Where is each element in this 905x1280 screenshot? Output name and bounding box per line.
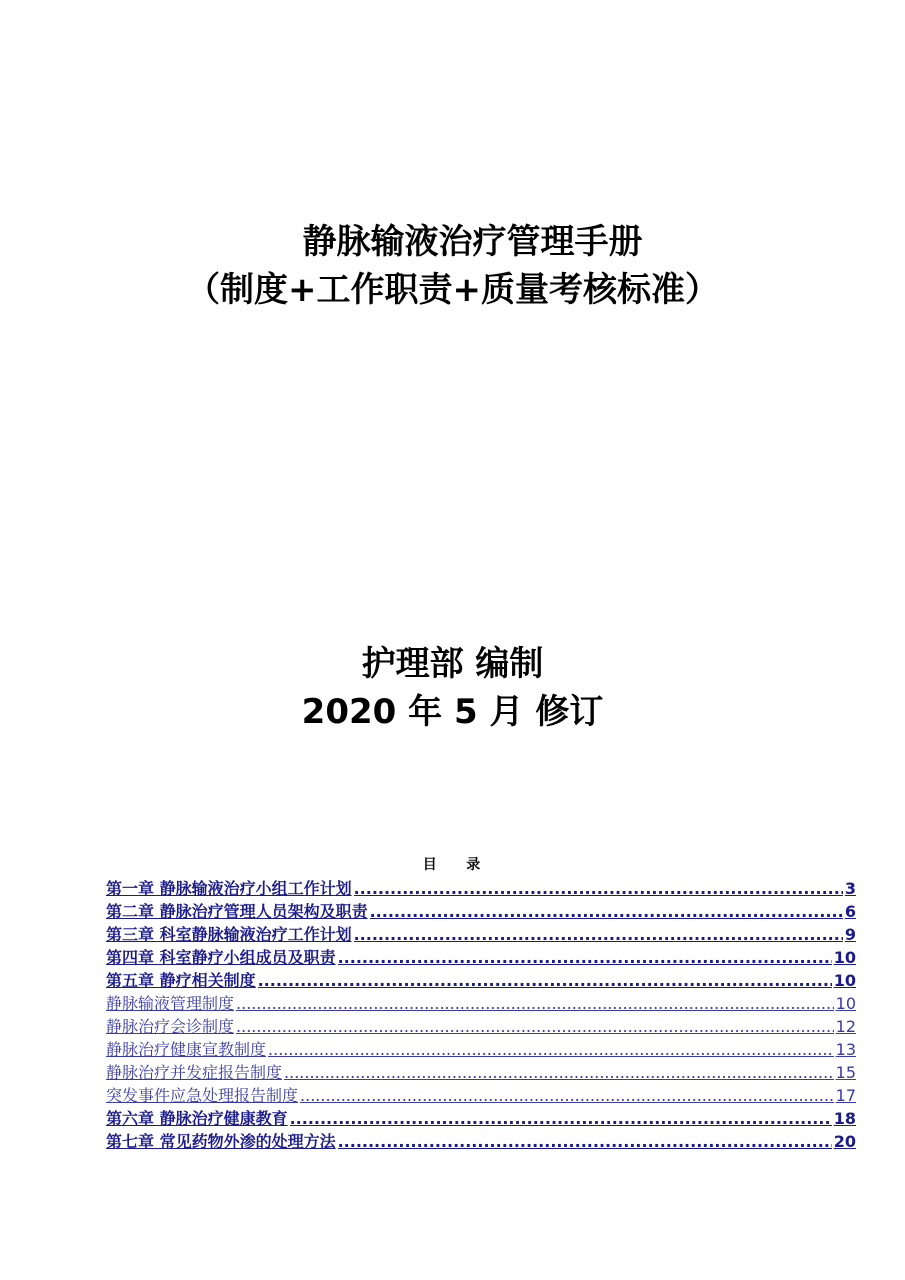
toc-entry-page: 10: [833, 948, 856, 967]
document-title: 静脉输液治疗管理手册: [302, 222, 643, 262]
toc-entry-page: 10: [833, 971, 856, 990]
toc-entry-label: 静脉治疗会诊制度: [106, 1017, 235, 1036]
toc-entry-label: 第六章 静脉治疗健康教育: [106, 1109, 288, 1128]
revision-date: 2020 年 5 月 修订: [301, 692, 604, 732]
toc-dot-leader: [236, 1015, 834, 1038]
toc-entry-page: 13: [835, 1040, 856, 1059]
toc-dot-leader: [236, 992, 834, 1015]
toc-entry-page: 15: [835, 1063, 856, 1082]
title-block: [0, 218, 905, 314]
toc-entry-label: 静脉治疗健康宣教制度: [106, 1040, 267, 1059]
author-line: 护理部 编制: [361, 644, 544, 684]
toc-dot-leader: [300, 1084, 834, 1107]
toc-entry[interactable]: [106, 946, 856, 969]
toc-dot-leader: [268, 1038, 834, 1061]
toc-entry[interactable]: [106, 1015, 856, 1038]
author-block: [0, 640, 905, 736]
toc-entry-page: 12: [835, 1017, 856, 1036]
toc-entry-page: 10: [835, 994, 856, 1013]
toc-dot-leader: [284, 1061, 834, 1084]
toc-entry-label: 第一章 静脉输液治疗小组工作计划: [106, 879, 352, 898]
toc-entry[interactable]: [106, 877, 856, 900]
toc-entry-page: 3: [844, 879, 856, 898]
toc-entry-page: 6: [844, 902, 856, 921]
toc-entry[interactable]: [106, 992, 856, 1015]
toc-dot-leader: [354, 923, 843, 946]
toc-entry[interactable]: [106, 900, 856, 923]
toc-entry-label: 第五章 静疗相关制度: [106, 971, 256, 990]
toc-dot-leader: [354, 877, 843, 900]
toc-heading: 目 录: [422, 857, 483, 873]
toc-entry[interactable]: [106, 1084, 856, 1107]
toc-dot-leader: [338, 1130, 832, 1153]
toc-entry-label: 第三章 科室静脉输液治疗工作计划: [106, 925, 352, 944]
toc-entry[interactable]: [106, 1061, 856, 1084]
document-subtitle: （制度+工作职责+质量考核标准）: [186, 270, 719, 310]
toc-entry[interactable]: [106, 1038, 856, 1061]
toc-entry-label: 第二章 静脉治疗管理人员架构及职责: [106, 902, 368, 921]
toc-entry-label: 突发事件应急处理报告制度: [106, 1086, 299, 1105]
toc-dot-leader: [370, 900, 843, 923]
toc-entry-page: 20: [833, 1132, 856, 1151]
toc-entry[interactable]: [106, 923, 856, 946]
toc-entry[interactable]: [106, 1130, 856, 1153]
toc-dot-leader: [258, 969, 832, 992]
toc-entry-page: 17: [835, 1086, 856, 1105]
toc-entry[interactable]: [106, 969, 856, 992]
toc-entry-label: 静脉治疗并发症报告制度: [106, 1063, 283, 1082]
toc-dot-leader: [338, 946, 832, 969]
toc-entry-page: 9: [844, 925, 856, 944]
toc-entry-page: 18: [833, 1109, 856, 1128]
table-of-contents: [106, 877, 856, 1153]
toc-entry-label: 静脉输液管理制度: [106, 994, 235, 1013]
toc-entry-label: 第七章 常见药物外渗的处理方法: [106, 1132, 336, 1151]
toc-dot-leader: [290, 1107, 832, 1130]
toc-entry[interactable]: [106, 1107, 856, 1130]
toc-entry-label: 第四章 科室静疗小组成员及职责: [106, 948, 336, 967]
